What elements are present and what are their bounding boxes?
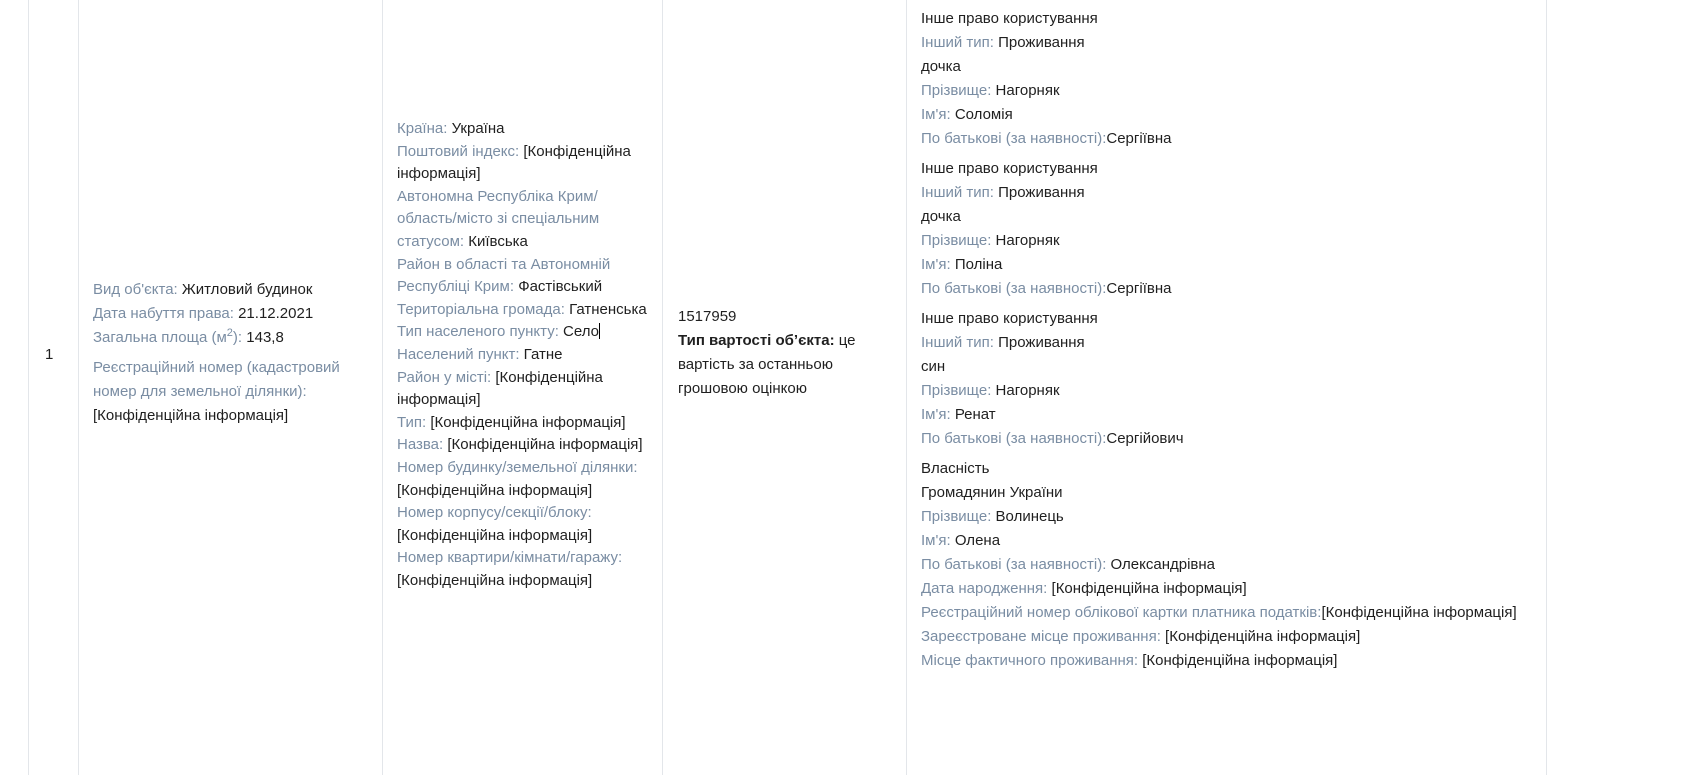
- address-field-label: Район в області та Автономній Республіці Крим:: [397, 255, 611, 296]
- object-type-label: Вид об'єкта:: [93, 281, 178, 298]
- address-field: [397, 502, 653, 547]
- owner-surname-label: Прізвище:: [921, 508, 992, 525]
- total-area-label: Загальна площа $(м^2)$:: [93, 327, 243, 346]
- surname: [921, 79, 1536, 103]
- owner-group: [921, 457, 1536, 673]
- relation: дочка: [921, 208, 961, 225]
- registration-number-label: Реєстраційний номер (кадастровий номер для земельної ділянки):: [93, 359, 340, 400]
- owner-citizenship: Громадянин України: [921, 484, 1063, 501]
- address-field-label: Номер квартири/кімнати/гаражу:: [397, 549, 623, 567]
- relation: син: [921, 358, 946, 375]
- address-field: [397, 186, 653, 254]
- first-name-label: Ім'я:: [921, 256, 951, 273]
- owner-actual-address: [921, 649, 1536, 673]
- other-type: [921, 331, 1536, 355]
- owner-patronymic-label: По батькові (за наявності):: [921, 556, 1107, 573]
- surname: [921, 379, 1536, 403]
- right-type: Інше право користування: [921, 10, 1098, 27]
- patronymic-label: По батькові (за наявності):: [921, 130, 1107, 147]
- surname-label: Прізвище:: [921, 232, 992, 249]
- address-field-value: [Конфіденційна інформація]: [397, 368, 603, 409]
- owner-registered-address: [921, 625, 1536, 649]
- row-number: 1: [45, 346, 54, 363]
- address-field-value: [Конфіденційна інформація]: [430, 413, 626, 431]
- owner-patronymic: [921, 553, 1536, 577]
- address-field: [397, 321, 653, 344]
- other-type-value: Проживання: [998, 34, 1085, 51]
- right-holder-group: [921, 7, 1536, 151]
- acquisition-date-value: 21.12.2021: [238, 305, 314, 322]
- address-field: [397, 118, 653, 141]
- address-field-value: Фастівський: [518, 278, 603, 296]
- total-area: [93, 326, 373, 350]
- other-type-label: Інший тип:: [921, 34, 994, 51]
- owner-birth-date-label: Дата народження:: [921, 580, 1048, 597]
- patronymic-label: По батькові (за наявності):: [921, 430, 1107, 447]
- other-type: [921, 31, 1536, 55]
- patronymic: [921, 427, 1536, 451]
- address-field-value: [Конфіденційна інформація]: [447, 436, 643, 454]
- address-field-value: [Конфіденційна інформація]: [397, 481, 593, 499]
- other-type-label: Інший тип:: [921, 334, 994, 351]
- address-field: [397, 457, 653, 502]
- surname-value: Нагорняк: [995, 382, 1060, 399]
- patronymic-value: Сергійович: [1106, 430, 1184, 447]
- other-type-value: Проживання: [998, 184, 1085, 201]
- owner-first-name: [921, 529, 1536, 553]
- address-field-value: Гатненська: [569, 300, 647, 318]
- right-type: Інше право користування: [921, 310, 1098, 327]
- right-type: Інше право користування: [921, 160, 1098, 177]
- column-divider: [78, 0, 79, 775]
- patronymic-value: Сергіївна: [1106, 130, 1172, 147]
- owner-birth-date: [921, 577, 1536, 601]
- address-field-label: Автономна Республіка Крим/ область/місто зі спеціальним статусом:: [397, 187, 600, 250]
- address-field-value: Гатне: [523, 345, 563, 363]
- address-field-label: Назва:: [397, 436, 444, 454]
- address-field-label: Населений пункт:: [397, 345, 520, 363]
- owner-right-type: Власність: [921, 460, 990, 477]
- column-divider: [1546, 0, 1547, 775]
- object-type: [93, 278, 373, 302]
- cost-cell: [678, 305, 888, 401]
- owner-tax-number-label: Реєстраційний номер облікової картки платника податків:: [921, 604, 1322, 621]
- cost-type-value: це вартість за останньою грошовою оцінкою: [678, 332, 856, 397]
- patronymic-value: Сергіївна: [1106, 280, 1172, 297]
- object-type-value: Житловий будинок: [181, 281, 313, 298]
- cost-type-label: Тип вартості об’єкта:: [678, 332, 835, 349]
- surname: [921, 229, 1536, 253]
- relation: дочка: [921, 58, 961, 75]
- column-divider: [662, 0, 663, 775]
- surname-value: Нагорняк: [995, 82, 1060, 99]
- right-holder-group: [921, 307, 1536, 451]
- acquisition-date: [93, 302, 373, 326]
- address-field-value: [Конфіденційна інформація]: [397, 526, 593, 544]
- owner-tax-number: [921, 601, 1536, 625]
- registration-number-value: [Конфіденційна інформація]: [93, 407, 289, 424]
- address-field: [397, 299, 653, 322]
- address-field: [397, 141, 653, 186]
- owner-surname-value: Волинець: [995, 508, 1064, 525]
- owner-actual-address-value: [Конфіденційна інформація]: [1142, 652, 1338, 669]
- address-field: [397, 412, 653, 435]
- first-name-value: Поліна: [954, 256, 1003, 273]
- address-field-label: Тип:: [397, 413, 427, 431]
- address-field: [397, 254, 653, 299]
- rights-cell: [921, 7, 1536, 673]
- address-field-value: [Конфіденційна інформація]: [397, 142, 631, 183]
- owner-birth-date-value: [Конфіденційна інформація]: [1051, 580, 1247, 597]
- first-name: [921, 253, 1536, 277]
- first-name: [921, 403, 1536, 427]
- address-field-label: Поштовий індекс:: [397, 142, 520, 160]
- right-holder-group: [921, 157, 1536, 301]
- address-field-value: [Конфіденційна інформація]: [397, 571, 593, 589]
- other-type-label: Інший тип:: [921, 184, 994, 201]
- address-field-label: Територіальна громада:: [397, 300, 565, 318]
- surname-label: Прізвище:: [921, 382, 992, 399]
- acquisition-date-label: Дата набуття права:: [93, 305, 234, 322]
- first-name: [921, 103, 1536, 127]
- column-divider: [906, 0, 907, 775]
- patronymic-label: По батькові (за наявності):: [921, 280, 1107, 297]
- address-field-label: Район у місті:: [397, 368, 492, 386]
- object-info-cell: [93, 278, 373, 428]
- owner-registered-address-label: Зареєстроване місце проживання:: [921, 628, 1161, 645]
- total-area-value: 143,8: [246, 329, 284, 346]
- address-field-value: Село: [563, 323, 599, 341]
- cost-type: [678, 329, 888, 401]
- owner-first-name-value: Олена: [954, 532, 1001, 549]
- address-field-value: Україна: [451, 120, 505, 137]
- owner-registered-address-value: [Конфіденційна інформація]: [1165, 628, 1361, 645]
- other-type-value: Проживання: [998, 334, 1085, 351]
- cost-value: 1517959: [678, 308, 737, 325]
- column-divider: [382, 0, 383, 775]
- owner-patronymic-value: Олександрівна: [1110, 556, 1216, 573]
- surname-value: Нагорняк: [995, 232, 1060, 249]
- address-field-label: Тип населеного пункту:: [397, 323, 559, 341]
- address-field-label: Номер корпусу/секції/блоку:: [397, 504, 592, 522]
- address-field-label: Країна:: [397, 120, 448, 137]
- first-name-label: Ім'я:: [921, 106, 951, 123]
- owner-first-name-label: Ім'я:: [921, 532, 951, 549]
- address-cell: [397, 118, 653, 592]
- column-divider: [28, 0, 29, 775]
- address-field: [397, 547, 653, 592]
- address-field-label: Номер будинку/земельної ділянки:: [397, 458, 638, 476]
- text-cursor: [599, 323, 600, 339]
- address-field: [397, 434, 653, 457]
- owner-surname: [921, 505, 1536, 529]
- owner-actual-address-label: Місце фактичного проживання:: [921, 652, 1139, 669]
- patronymic: [921, 127, 1536, 151]
- first-name-value: Ренат: [954, 406, 996, 423]
- first-name-value: Соломія: [954, 106, 1013, 123]
- address-field-value: Київська: [468, 232, 528, 250]
- first-name-label: Ім'я:: [921, 406, 951, 423]
- other-type: [921, 181, 1536, 205]
- address-field: [397, 344, 653, 367]
- surname-label: Прізвище:: [921, 82, 992, 99]
- address-field: [397, 367, 653, 412]
- registration-number: [93, 356, 355, 428]
- patronymic: [921, 277, 1536, 301]
- owner-tax-number-value: [Конфіденційна інформація]: [1321, 604, 1517, 621]
